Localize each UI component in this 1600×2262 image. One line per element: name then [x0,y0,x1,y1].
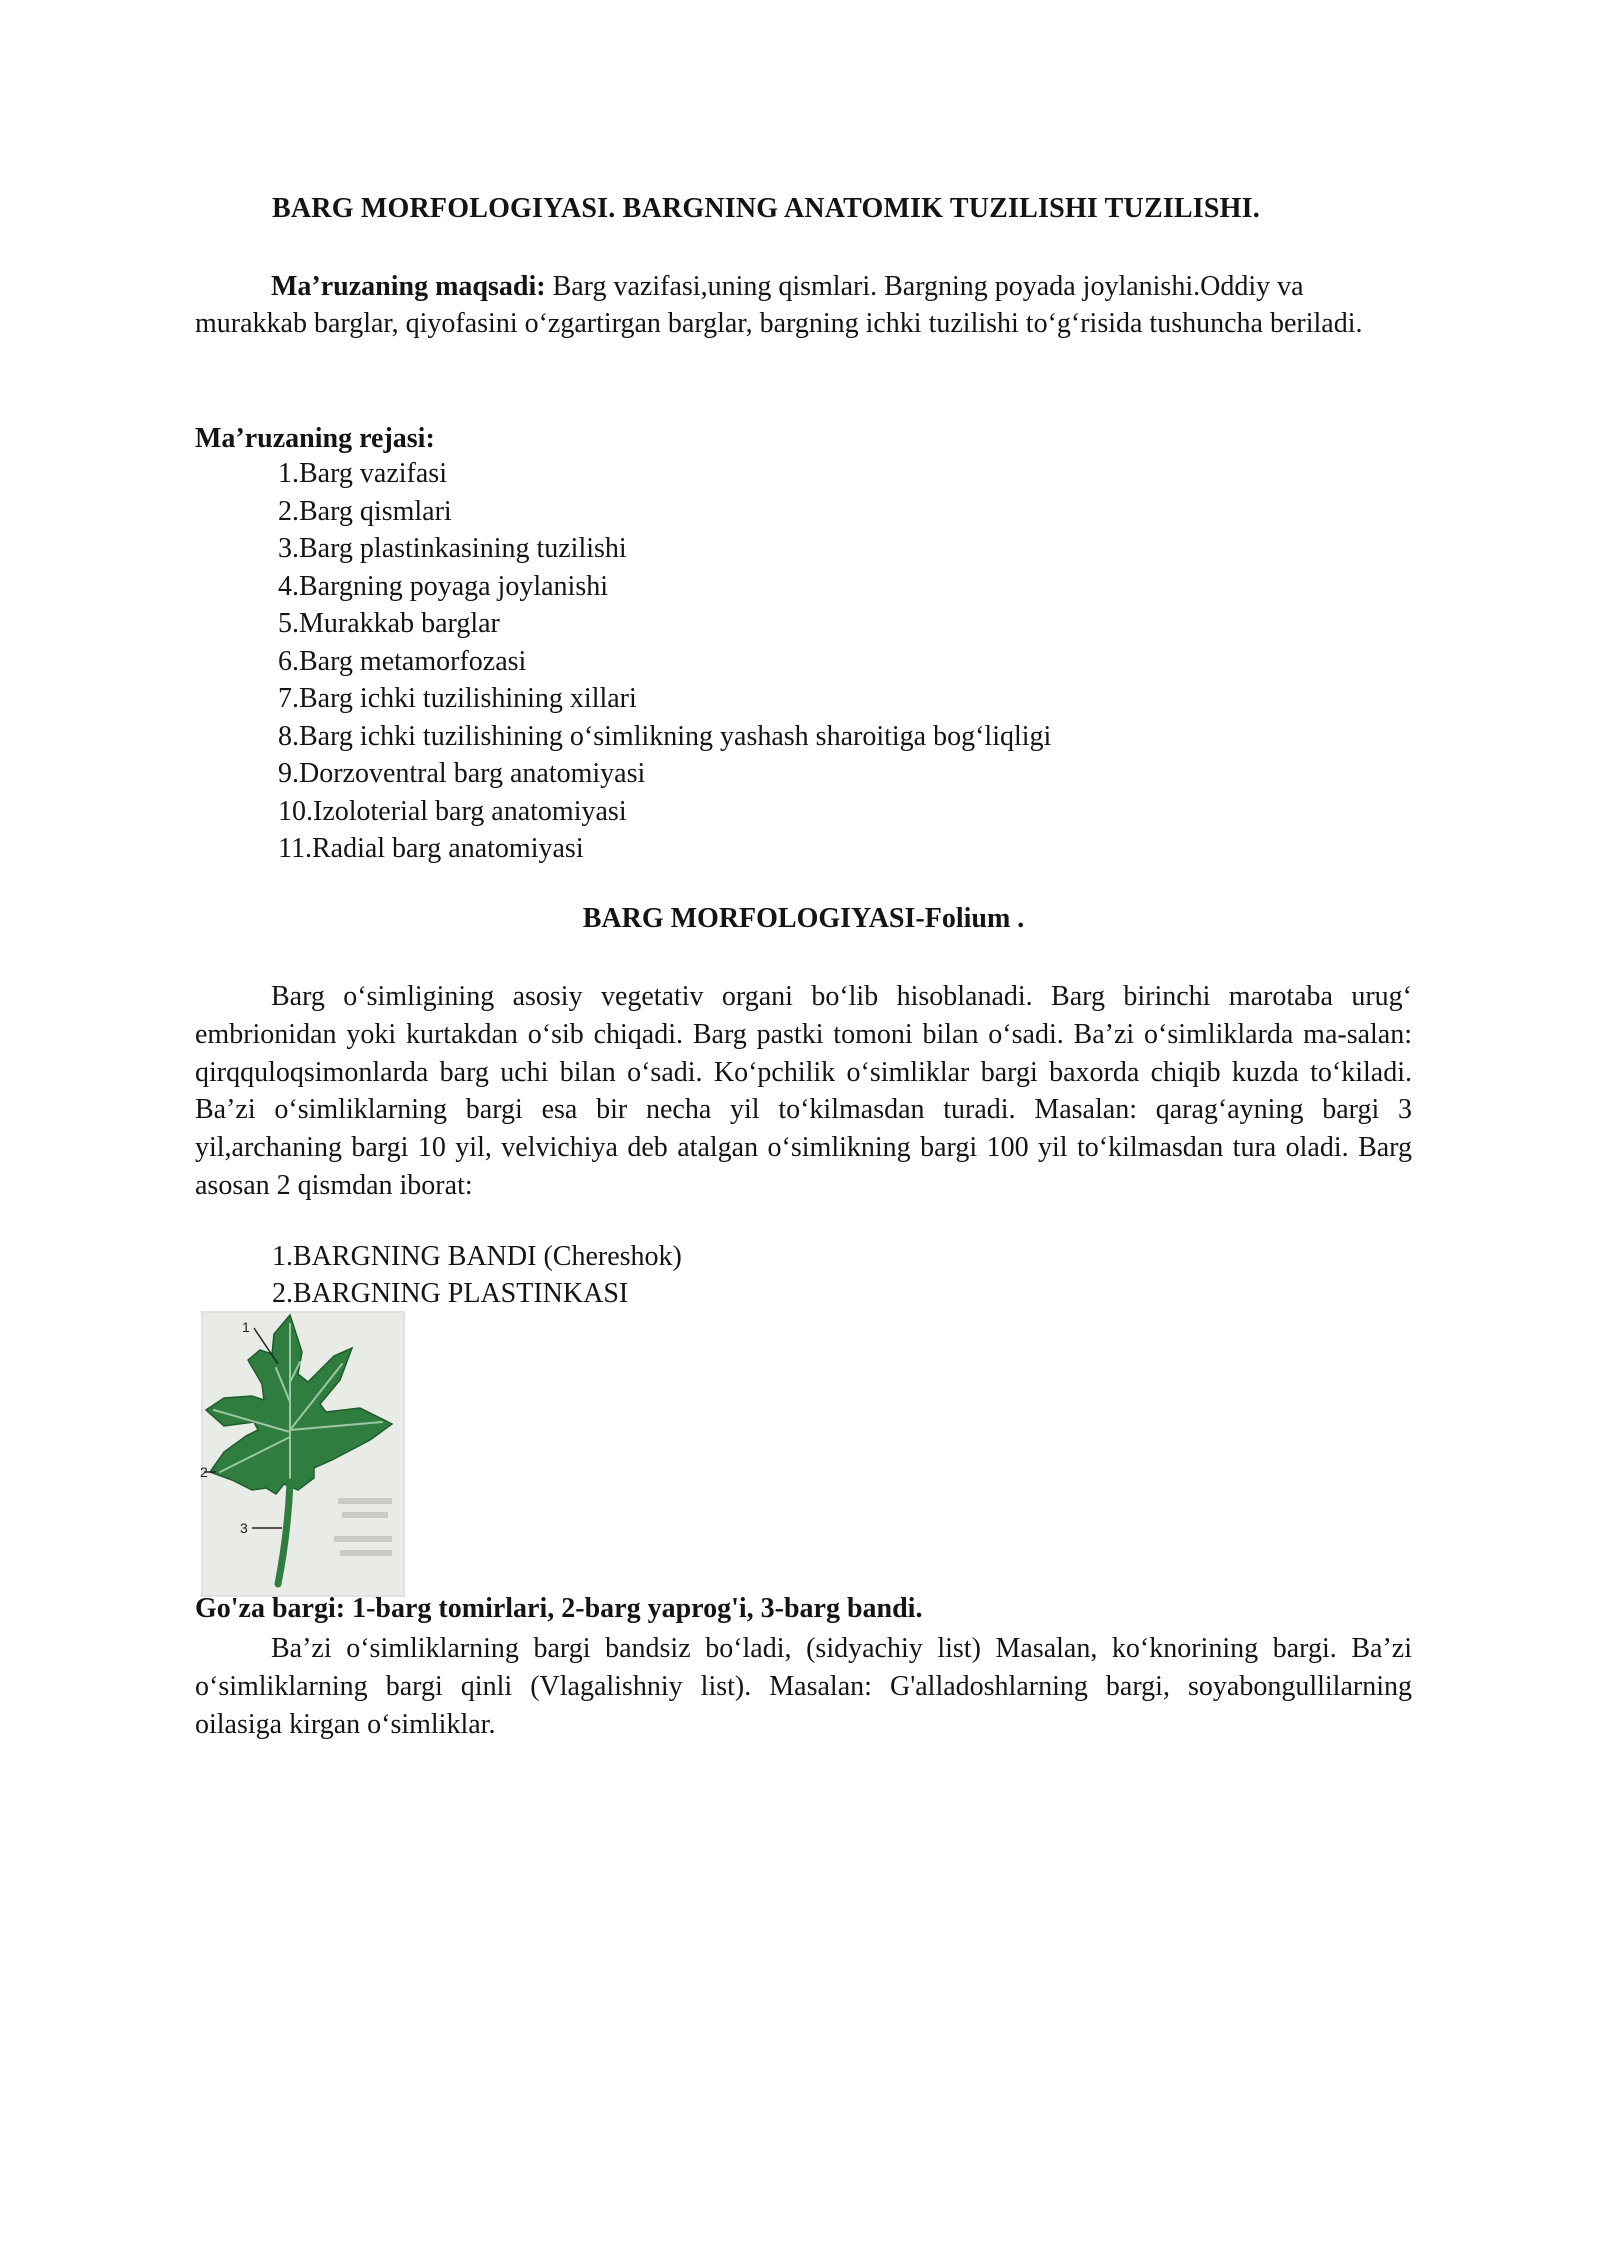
leaf-figure [202,1312,404,1596]
plan-item: 3.Barg plastinkasining tuzilishi [278,533,627,564]
figure-label-1: 1 [242,1319,250,1335]
plan-item: 1.Barg vazifasi [278,458,447,489]
plan-item: 7.Barg ichki tuzilishining xillari [278,683,637,714]
leaf-parts-list [272,1238,682,1312]
plan-item: 2.Barg qismlari [278,495,452,527]
plan-item: 9.Dorzoventral barg anatomiyasi [278,758,646,789]
plan-list [278,455,1051,868]
plan-item: 10.Izoloterial barg anatomiyasi [278,795,627,827]
main-title: BARG MORFOLOGIYASI. BARGNING ANATOMIK TUZILISHI TUZILISHI. [272,193,1260,224]
goal-text: Barg vazifasi,uning qismlari. Bargning poyada joylanishi.Oddiy va murakkab barglar, qiyofasini o‘zgartirgan barglar, bargning ichki tuzilishi to‘g‘risida tushuncha beriladi. [195,271,1363,339]
goal-label: Ma’ruzaning maqsadi: [271,271,546,302]
plan-item: 6.Barg metamorfozasi [278,645,527,677]
figure-label-3: 3 [240,1520,248,1536]
body-paragraph-1-text: Barg o‘simligining asosiy vegetativ organi bo‘lib hisoblanadi. Barg birinchi marotaba urug‘ embrionidan yoki kurtakdan o‘sib chiqadi. Barg pastki tomoni bilan o‘sadi. Ba’zi o‘simliklarda ma-salan: qirqquloqsimonlarda barg uchi bilan o‘sadi. Ko‘pchilik o‘simliklar bargi baxorda chiqib kuzda to‘kiladi. Ba’zi o‘simliklarning bargi esa bir necha yil to‘kilmasdan turadi. Masalan: qarag‘ayning bargi 3 yil,archaning bargi 10 yil, velvichiya deb atalgan o‘simlikning bargi 100 yil to‘kilmasdan tura oladi. Barg asosan 2 qismdan iborat: [195,981,1412,1201]
plan-item: 5.Murakkab barglar [278,608,500,639]
plan-item: 4.Bargning poyaga joylanishi [278,570,608,602]
goal-paragraph [195,268,1365,342]
cotton-leaf-image [202,1312,404,1596]
leaf-part-item: 1.BARGNING BANDI (Chereshok) [272,1241,682,1272]
body-paragraph-1 [195,978,1412,1205]
section-title: BARG MORFOLOGIYASI-Folium . [582,903,1025,934]
figure-caption: Go'za bargi: 1-barg tomirlari, 2-barg yaprog'i, 3-barg bandi. [195,1593,923,1624]
leaf-part-item: 2.BARGNING PLASTINKASI [272,1278,629,1309]
body-paragraph-2 [195,1630,1412,1743]
plan-item: 11.Radial barg anatomiyasi [278,833,584,864]
plan-item: 8.Barg ichki tuzilishining o‘simlikning yashash sharoitiga bog‘liqligi [278,720,1052,752]
figure-label-2: 2 [200,1464,208,1480]
plan-heading: Ma’ruzaning rejasi: [195,423,435,454]
body-paragraph-2-text: Ba’zi o‘simliklarning bargi bandsiz bo‘ladi, (sidyachiy list) Masalan, ko‘knorining bargi. Ba’zi o‘simliklarning bargi qinli (Vlagalishniy list). Masalan: G'alladoshlarning bargi, soyabongullilarning oilasiga kirgan o‘simliklar. [195,1633,1412,1740]
